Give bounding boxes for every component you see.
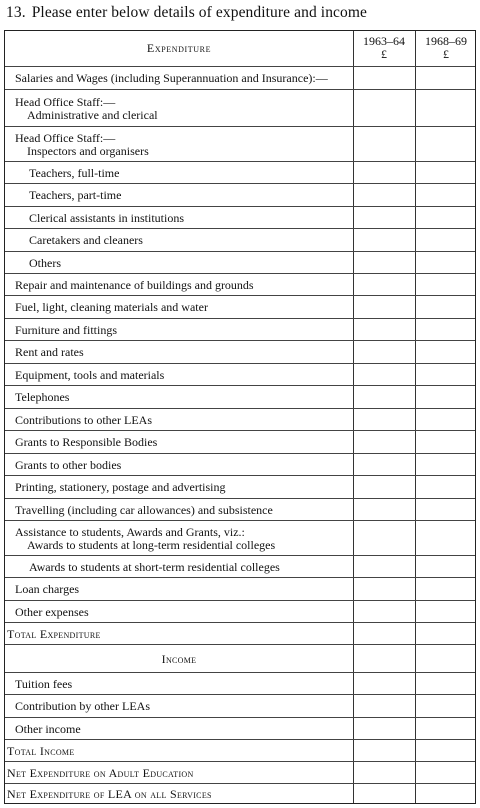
row-travelling <box>5 498 475 521</box>
row-label: Equipment, tools and materials <box>15 367 165 382</box>
row-label: Net Expenditure on Adult Education <box>7 765 194 780</box>
expenditure-header: Expenditure <box>146 40 212 55</box>
row-label: Teachers, full-time <box>29 165 120 180</box>
row-label: Furniture and fittings <box>15 322 117 337</box>
row-label: Printing, stationery, postage and advertising <box>15 480 226 494</box>
year-1963-label: 1963–64 <box>363 34 405 48</box>
row-net-expenditure-lea <box>5 783 475 805</box>
question-text: Please enter below details of expenditure and income <box>31 4 368 21</box>
row-furniture <box>5 318 475 341</box>
row-contribution-other-leas <box>5 694 475 718</box>
row-label: Tuition fees <box>15 676 73 691</box>
year-1963-unit: £ <box>381 47 387 61</box>
row-teachers-full-time <box>5 161 475 184</box>
row-label: Other expenses <box>15 604 89 619</box>
row-label: Total Expenditure <box>7 626 101 641</box>
row-sublabel: Awards to students at long-term residential colleges <box>27 537 276 552</box>
row-label: Telephones <box>15 390 70 404</box>
row-loan-charges <box>5 577 475 601</box>
row-grants-other <box>5 453 475 476</box>
row-label: Loan charges <box>15 582 80 596</box>
row-label: Assistance to students, Awards and Grants, viz.: <box>15 524 245 539</box>
row-label: Salaries and Wages (including Superannuation and Insurance):— <box>15 71 328 85</box>
row-other-income <box>5 717 475 740</box>
row-sublabel: Inspectors and organisers <box>27 143 149 158</box>
row-awards-short-term <box>5 555 475 578</box>
row-label: Others <box>29 255 61 270</box>
row-other-expenses <box>5 600 475 623</box>
row-caretakers <box>5 228 475 252</box>
row-label: Contribution by other LEAs <box>15 699 150 713</box>
row-net-expenditure-adult <box>5 761 475 784</box>
row-assistance-students <box>5 520 475 556</box>
row-label: Travelling (including car allowances) and subsistence <box>15 502 273 517</box>
row-label: Contributions to other LEAs <box>15 412 152 427</box>
year-1963-header <box>354 35 414 61</box>
row-label: Head Office Staff:— <box>15 130 116 145</box>
row-label: Other income <box>15 721 81 736</box>
row-total-income <box>5 739 475 762</box>
question-number: 13. <box>6 4 26 21</box>
row-income-header <box>5 644 475 673</box>
year-1968-header <box>416 35 476 61</box>
row-tuition-fees <box>5 672 475 695</box>
row-label: Grants to other bodies <box>15 457 122 472</box>
expenditure-income-table <box>4 30 476 804</box>
row-total-expenditure <box>5 622 475 645</box>
row-salaries <box>5 66 475 90</box>
row-label: Teachers, part-time <box>29 188 122 202</box>
row-head-office-admin <box>5 89 475 127</box>
row-label: Rent and rates <box>15 345 84 359</box>
income-header: Income <box>161 651 197 666</box>
row-others <box>5 251 475 274</box>
row-label: Repair and maintenance of buildings and grounds <box>15 277 254 292</box>
row-telephones <box>5 385 475 409</box>
row-printing <box>5 475 475 499</box>
row-grants-responsible <box>5 430 475 454</box>
question-heading <box>6 4 367 22</box>
row-label: Clerical assistants in institutions <box>29 210 184 225</box>
row-sublabel: Administrative and clerical <box>27 107 158 122</box>
row-label: Awards to students at short-term residential colleges <box>29 559 280 574</box>
row-fuel-light <box>5 295 475 319</box>
row-repair-maintenance <box>5 273 475 296</box>
row-label: Total Income <box>7 743 75 758</box>
row-equipment <box>5 363 475 386</box>
row-label: Fuel, light, cleaning materials and water <box>15 300 208 314</box>
row-label: Net Expenditure of LEA on all Services <box>7 787 212 801</box>
year-1968-label: 1968–69 <box>425 34 467 48</box>
row-clerical-assistants <box>5 206 475 229</box>
row-label: Head Office Staff:— <box>15 94 116 109</box>
row-teachers-part-time <box>5 183 475 207</box>
row-contributions-leas <box>5 408 475 431</box>
row-rent-rates <box>5 340 475 364</box>
row-head-office-inspectors <box>5 126 475 162</box>
row-label: Grants to Responsible Bodies <box>15 435 158 449</box>
row-label: Caretakers and cleaners <box>29 233 143 247</box>
year-1968-unit: £ <box>443 47 449 61</box>
